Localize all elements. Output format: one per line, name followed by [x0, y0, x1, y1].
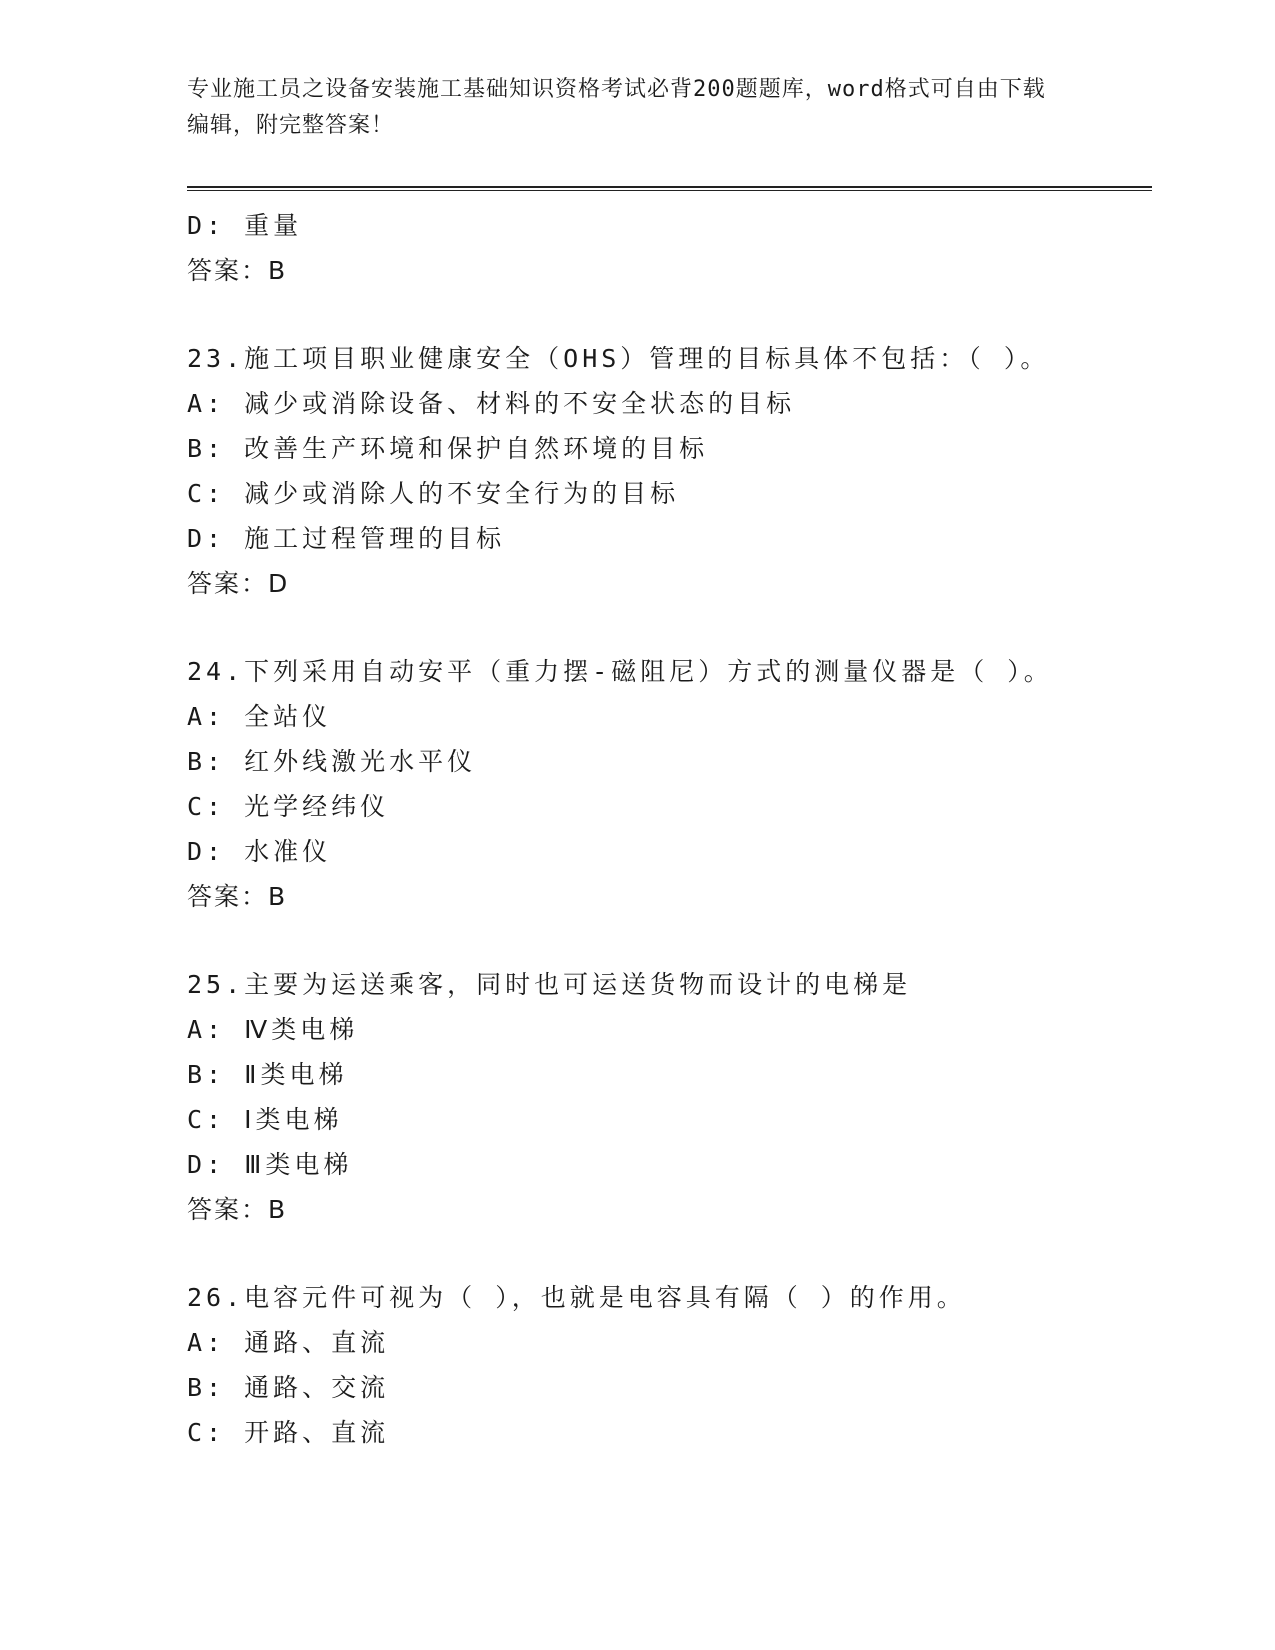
option-line: B: 通路、交流 — [187, 1373, 390, 1402]
question-list — [187, 203, 1152, 1455]
question-23 — [187, 336, 1152, 606]
option-line: D: 水准仪 — [187, 837, 332, 866]
question-25 — [187, 962, 1152, 1232]
option-line: C: 开路、直流 — [187, 1418, 390, 1447]
option-line: D: Ⅲ类电梯 — [187, 1150, 353, 1179]
question-24 — [187, 649, 1152, 919]
document-page — [187, 72, 1152, 1455]
option-line: C: 减少或消除人的不安全行为的目标 — [187, 479, 680, 508]
option-line: D: 重量 — [187, 211, 303, 240]
question-26 — [187, 1275, 1152, 1455]
answer-line: 答案：B — [187, 256, 288, 285]
option-line: A: Ⅳ类电梯 — [187, 1015, 359, 1044]
header-divider — [187, 186, 1152, 191]
question-stem: 24.下列采用自动安平（重力摆-磁阻尼）方式的测量仪器是（ ）。 — [187, 657, 1053, 686]
option-line: C: 光学经纬仪 — [187, 792, 390, 821]
question-stem: 26.电容元件可视为（ ），也就是电容具有隔（ ）的作用。 — [187, 1283, 966, 1312]
option-line: B: Ⅱ类电梯 — [187, 1060, 348, 1089]
question-stem: 25.主要为运送乘客，同时也可运送货物而设计的电梯是 — [187, 970, 912, 999]
option-line: B: 红外线激光水平仪 — [187, 747, 477, 776]
option-line: C: Ⅰ类电梯 — [187, 1105, 343, 1134]
option-line: D: 施工过程管理的目标 — [187, 524, 506, 553]
option-line: B: 改善生产环境和保护自然环境的目标 — [187, 434, 709, 463]
answer-line: 答案：B — [187, 1195, 288, 1224]
answer-line: 答案：D — [187, 569, 290, 598]
answer-line: 答案：B — [187, 882, 288, 911]
document-header-title: 专业施工员之设备安装施工基础知识资格考试必背200题题库，word格式可自由下载编辑，附完整答案！ — [187, 77, 1046, 138]
option-line: A: 全站仪 — [187, 702, 332, 731]
question-stem: 23.施工项目职业健康安全（OHS）管理的目标具体不包括：（ ）。 — [187, 344, 1050, 373]
option-line: A: 减少或消除设备、材料的不安全状态的目标 — [187, 389, 796, 418]
option-line: A: 通路、直流 — [187, 1328, 390, 1357]
